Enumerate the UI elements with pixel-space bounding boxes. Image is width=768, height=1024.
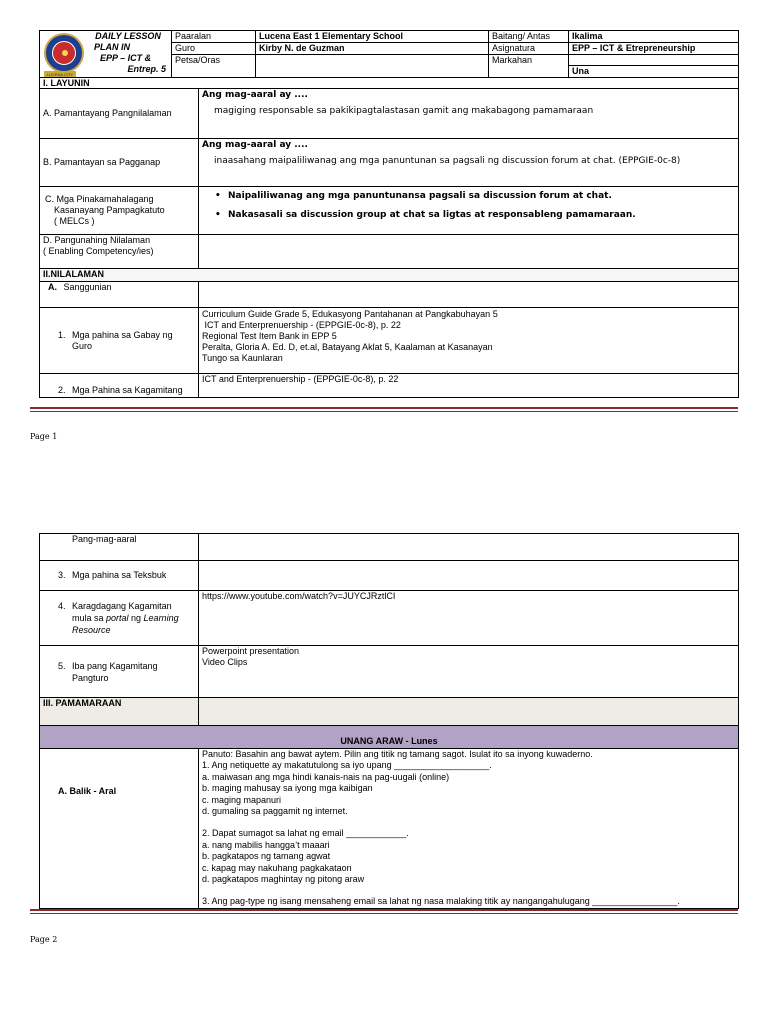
q1-option-a: a. maiwasan ang mga hindi kanais-nais na pag-uugali (online)	[202, 771, 450, 782]
item4-label-portal: portal	[106, 613, 129, 623]
teacher-label: Guro	[172, 43, 256, 55]
title-line-1: DAILY LESSON	[95, 31, 161, 41]
item4-label-learning: Learning	[143, 613, 179, 623]
ref-line-5: Tungo sa Kaunlaran	[202, 353, 283, 363]
item2-label: Mga Pahina sa Kagamitang	[72, 385, 183, 395]
nilalaman-label-2: ( Enabling Competency/ies)	[43, 246, 154, 256]
item4-label-1: Karagdagang Kagamitan	[72, 601, 172, 611]
portal-label	[40, 591, 199, 646]
item1-label-1: Mga pahina sa Gabay ng	[72, 329, 173, 340]
kagamitang-content-cont	[199, 534, 739, 561]
pamantayan-pagganap-label: B. Pamantayan sa Pagganap	[43, 157, 161, 167]
ref-line-3: Regional Test Item Bank in EPP 5	[202, 331, 337, 341]
row-b-content	[199, 139, 739, 187]
item4-label-2c: ng	[128, 613, 144, 623]
title-line-3: EPP – ICT &	[100, 53, 152, 63]
row-a-content	[199, 89, 739, 139]
seal-text: LUCENA CITY	[46, 72, 74, 77]
subject-value: EPP – ICT & Etrepreneurship	[569, 43, 739, 55]
section-nilalaman-title: II.NILALAMAN	[40, 269, 739, 282]
kagamitang-label-cont	[40, 534, 199, 561]
section-layunin-title: I. LAYUNIN	[40, 78, 739, 89]
page1-number: Page 1	[30, 432, 58, 441]
melc-label-2: Kasanayang Pampagkatuto	[54, 205, 165, 215]
teksbuk-label	[40, 561, 199, 591]
pamantayang-pangnilalaman-label: A. Pamantayang Pangnilalaman	[43, 108, 172, 118]
item2-num: 2.	[58, 385, 66, 395]
youtube-link[interactable]: https://www.youtube.com/watch?v=JUYCJRztlCI	[202, 591, 396, 601]
page2-separator-bottom	[30, 913, 738, 914]
kagamitang-label	[40, 374, 199, 398]
teksbuk-content	[199, 561, 739, 591]
item1-num: 1.	[58, 329, 66, 340]
q1-option-d: d. gumaling sa paggamit ng internet.	[202, 806, 348, 817]
q1-option-b: b. maging mahusay sa iyong mga kaibigan	[202, 783, 373, 794]
section-pamamaraan-blank	[199, 698, 739, 726]
deped-seal-logo	[44, 33, 84, 73]
sanggunian-content	[199, 282, 739, 308]
melc-label-3: ( MELCs )	[54, 216, 95, 226]
gabay-guro-label	[40, 308, 199, 374]
item2-label-cont: Pang-mag-aaral	[72, 534, 137, 544]
item5-num: 5.	[58, 660, 66, 671]
lesson-table-page2	[39, 533, 739, 909]
balik-aral-label	[40, 749, 199, 909]
item3-num: 3.	[58, 570, 66, 580]
row-d-label	[40, 235, 199, 269]
q2-option-b: b. pagkatapos ng tamang agwat	[202, 851, 331, 862]
kagamitang-content	[199, 374, 739, 398]
item4-label-3: Resource	[72, 625, 111, 635]
q2-option-d: d. pagkatapos maghintay ng pitong araw	[202, 874, 365, 885]
gabay-guro-content	[199, 308, 739, 374]
page2-separator-top	[30, 909, 738, 911]
sanggunian-text: Sanggunian	[63, 282, 112, 292]
item4-label-2a: mula sa	[72, 613, 107, 623]
row-c-label	[40, 187, 199, 235]
row-c-content	[199, 187, 739, 235]
grade-value: Ikalima	[569, 31, 739, 43]
ref-line-2: ICT and Enterprenuership - (EPPGIE-0c-8), p. 22	[202, 320, 401, 330]
page1-separator-top	[30, 407, 738, 409]
header-table	[39, 30, 739, 78]
row-d-content	[199, 235, 739, 269]
teacher-value: Kirby N. de Guzman	[256, 43, 489, 55]
question-2: 2. Dapat sumagot sa lahat ng email ____________.	[202, 828, 409, 839]
item3-label: Mga pahina sa Teksbuk	[72, 570, 167, 580]
blank-line-2	[202, 885, 735, 896]
melc-label-1: C. Mga Pinakamahalagang	[45, 194, 154, 204]
iba-pang-content	[199, 646, 739, 698]
melc-bullet-1: • Naipaliliwanag ang mga panuntunansa pagsali sa discussion forum at chat.	[213, 187, 735, 206]
balik-aral-text: A. Balik - Aral	[58, 786, 117, 796]
quarter-label: Markahan	[489, 55, 569, 78]
material-line-2: Video Clips	[202, 657, 248, 667]
item4-num: 4.	[58, 601, 66, 611]
page1-separator-bottom	[30, 411, 738, 412]
item5-label-1: Iba pang Kagamitang	[72, 660, 158, 671]
nilalaman-label-1: D. Pangunahing Nilalaman	[43, 235, 151, 245]
portal-content	[199, 591, 739, 646]
a-heading: Ang mag-aaral ay ....	[202, 90, 308, 100]
sanggunian-letter: A.	[48, 282, 57, 292]
question-1: 1. Ang netiquette ay makatutulong sa iyo upang ___________________.	[202, 760, 492, 771]
grade-label: Baitang/ Antas	[489, 31, 569, 43]
row-b-label	[40, 139, 199, 187]
title-line-2: PLAN IN	[94, 42, 130, 52]
sanggunian-label	[40, 282, 199, 308]
item2-text: ICT and Enterprenuership - (EPPGIE-0c-8), p. 22	[202, 374, 399, 384]
day-title: UNANG ARAW - Lunes	[40, 726, 739, 749]
blank-line-1	[202, 817, 735, 828]
section-pamamaraan-title: III. PAMAMARAAN	[40, 698, 199, 726]
material-line-1: Powerpoint presentation	[202, 646, 300, 656]
page2-number: Page 2	[30, 935, 58, 944]
b-text: inaasahang maipaliliwanag ang mga panuntunan sa pagsali ng discussion forum at chat. (EPPGIE-0c-8)	[214, 156, 681, 166]
melc-bullet-2: • Nakasasali sa discussion group at chat sa ligtas at responsableng pamamaraan.	[213, 206, 735, 225]
title-line-4: Entrep. 5	[127, 64, 166, 74]
date-value	[256, 55, 489, 78]
quarter-spacer	[569, 55, 739, 66]
item4-label-2	[72, 612, 195, 624]
school-value: Lucena East 1 Elementary School	[256, 31, 489, 43]
question-3: 3. Ang pag-type ng isang mensaheng email sa lahat ng nasa malaking titik ay nangangahulugang _________________.	[202, 896, 680, 907]
row-a-label	[40, 89, 199, 139]
quarter-value: Una	[569, 66, 739, 78]
school-label: Paaralan	[172, 31, 256, 43]
item5-label-2: Pangturo	[72, 672, 109, 683]
date-label: Petsa/Oras	[172, 55, 256, 78]
item1-label-2: Guro	[72, 340, 93, 351]
ref-line-1: Curriculum Guide Grade 5, Edukasyong Pantahanan at Pangkabuhayan 5	[202, 309, 498, 319]
q1-option-c: c. maging mapanuri	[202, 794, 282, 805]
q2-option-c: c. kapag may nakuhang pagkakataon	[202, 862, 352, 873]
iba-pang-label	[40, 646, 199, 698]
lesson-table-page1	[39, 77, 739, 398]
b-heading: Ang mag-aaral ay ....	[202, 140, 308, 150]
a-text: magiging responsable sa pakikipagtalastasan gamit ang makabagong pamamaraan	[214, 106, 594, 116]
balik-aral-content	[199, 749, 739, 909]
ref-line-4: Peralta, Gloria A. Ed. D, et.al, Batayang Aklat 5, Kaalaman at Kasanayan	[202, 342, 493, 352]
header-title-cell	[40, 31, 172, 78]
q2-option-a: a. nang mabilis hangga’t maaari	[202, 839, 330, 850]
instruction-line: Panuto: Basahin ang bawat aytem. Pilin ang titik ng tamang sagot. Isulat ito sa inyong kuwaderno.	[202, 749, 593, 759]
subject-label: Asignatura	[489, 43, 569, 55]
